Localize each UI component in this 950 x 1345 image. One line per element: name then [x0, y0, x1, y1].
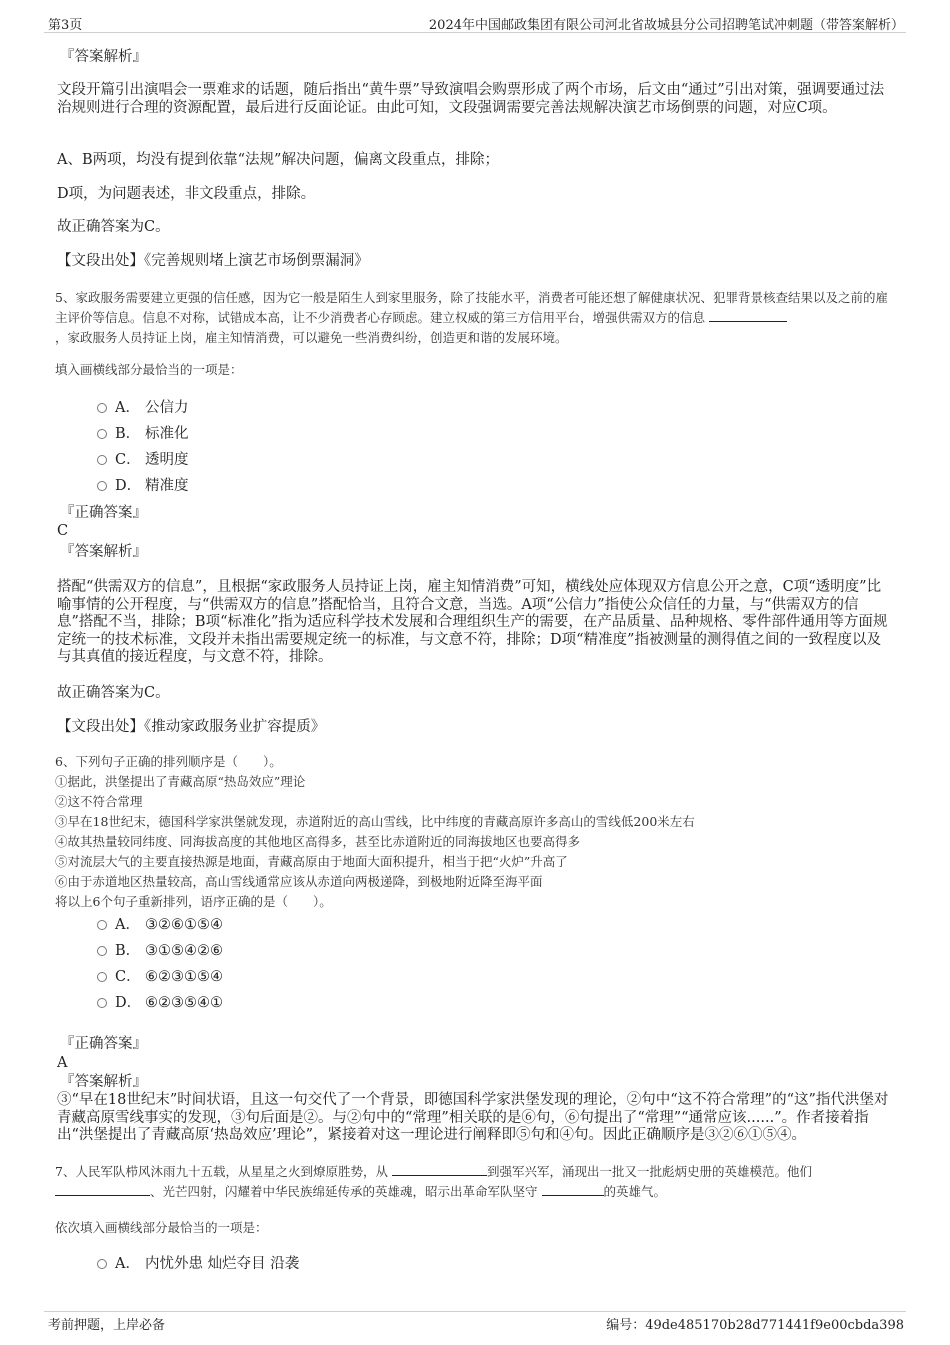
radio-icon[interactable]	[97, 1259, 107, 1269]
q5-analysis-label: 『答案解析』	[60, 544, 147, 560]
q5-correct-label: 『正确答案』	[60, 505, 147, 521]
q7-blank-3	[542, 1183, 604, 1196]
radio-icon[interactable]	[97, 455, 107, 465]
q5-stem-part1: 5、家政服务需要建立更强的信任感，因为它一般是陌生人到家里服务，除了技能水平，消费者可能还想了解健康状况、犯罪背景核查结果以及之前的雇主评价等信息。信息不对称，试错成本高，让不少消费者心存顾虑。建立权威的第三方信用平台，增强供需双方的信息	[55, 290, 888, 325]
q7-prompt: 依次填入画横线部分最恰当的一项是：	[55, 1220, 268, 1235]
radio-icon[interactable]	[97, 998, 107, 1008]
q6-sentence: ①据此，洪堡提出了青藏高原“热岛效应”理论	[55, 774, 306, 789]
q5-blank	[709, 309, 787, 322]
q5-prompt: 填入画横线部分最恰当的一项是：	[55, 362, 243, 377]
q5-option-a[interactable]: A． 公信力	[97, 399, 189, 417]
q6-sentence: ②这不符合常理	[55, 794, 143, 809]
q5-conclusion: 故正确答案为C。	[57, 685, 170, 701]
radio-icon[interactable]	[97, 429, 107, 439]
q6-sentence: ⑤对流层大气的主要直接热源是地面，青藏高原由于地面大面积提升，相当于把“火炉”升高了	[55, 854, 568, 869]
q6-analysis-label: 『答案解析』	[60, 1074, 147, 1090]
q5-option-c[interactable]: C． 透明度	[97, 451, 189, 469]
q6-instruction: 将以上6个句子重新排列，语序正确的是（ ）。	[55, 894, 332, 909]
q6-option-c[interactable]: C． ⑥②③①⑤④	[97, 968, 223, 986]
q5-correct-answer: C	[57, 523, 69, 539]
header-divider	[44, 32, 906, 33]
q5-option-b[interactable]: B． 标准化	[97, 425, 189, 443]
page-number: 第3页	[48, 18, 83, 33]
q4-analysis-para1: 文段开篇引出演唱会一票难求的话题，随后指出“黄牛票”导致演唱会购票形成了两个市场，后文由“通过”引出对策，强调要通过法治规则进行合理的资源配置，最后进行反面论证。由此可知，文段强调需要完善法规解决演艺市场倒票的问题，对应C项。	[57, 82, 885, 116]
q6-block	[55, 752, 895, 912]
q5-source: 【文段出处】《推动家政服务业扩容提质》	[57, 719, 326, 735]
q6-option-d[interactable]: D． ⑥②③⑤④①	[97, 994, 223, 1012]
document-id: 编号：49de485170b28d771441f9e00cbda398	[606, 1318, 904, 1333]
radio-icon[interactable]	[97, 920, 107, 930]
q6-correct-label: 『正确答案』	[60, 1036, 147, 1052]
q7-blank-1	[392, 1163, 487, 1176]
q5-option-d[interactable]: D． 精准度	[97, 477, 189, 495]
q6-sentence: ④故其热量较同纬度、同海拔高度的其他地区高得多，甚至比赤道附近的同海拔地区也要高得多	[55, 834, 581, 849]
q6-analysis: ③“早在18世纪末”时间状语，且这一句交代了一个背景，即德国科学家洪堡发现的理论，②句中“这不符合常理”的“这”指代洪堡对青藏高原雪线事实的发现，③句后面是②。与②句中的“常理”相关联的是⑥句，⑥句提出了“常理”“通常应该......”。作者接着指出“洪堡提出了青藏高原‘热岛效应’理论”，紧接着对这一理论进行阐释即⑤句和④句。因此正确顺序是③②⑥①⑤④。	[57, 1092, 889, 1143]
q6-option-b[interactable]: B． ③①⑤④②⑥	[97, 942, 223, 960]
radio-icon[interactable]	[97, 403, 107, 413]
q4-analysis-label: 『答案解析』	[60, 49, 147, 65]
q4-analysis-para2: A、B两项，均没有提到依靠“法规”解决问题，偏离文段重点，排除；	[57, 152, 499, 168]
q4-analysis-para3: D项，为问题表述，非文段重点，排除。	[57, 186, 316, 202]
q7-stem: 7、人民军队栉风沐雨九十五载，从星星之火到燎原胜势，从 到强军兴军，涌现出一批又一批彪炳史册的英雄模范。他们 、光芒四射，闪耀着中华民族绵延传承的英雄魂，昭示出革命军队坚守 的英雄气。	[55, 1164, 812, 1199]
q5-stem-part2: ，家政服务人员持证上岗，雇主知情消费，可以避免一些消费纠纷，创造更和谐的发展环境。	[55, 330, 568, 345]
footer-divider	[44, 1311, 906, 1312]
q6-option-a[interactable]: A． ③②⑥①⑤④	[97, 916, 223, 934]
radio-icon[interactable]	[97, 481, 107, 491]
q6-sentence: ⑥由于赤道地区热量较高，高山雪线通常应该从赤道向两极递降，到极地附近降至海平面	[55, 874, 543, 889]
q5-analysis: 搭配“供需双方的信息”，且根据“家政服务人员持证上岗，雇主知情消费”可知，横线处应体现双方信息公开之意，C项“透明度”比喻事情的公开程度，与“供需双方的信息”搭配恰当，且符合文意，当选。A项“公信力”指使公众信任的力量，与“供需双方的信息”搭配不当，排除；B项“标准化”指为适应科学技术发展和合理组织生产的需要，在产品质量、品种规格、零件部件通用等方面规定统一的技术标准，文段并未指出需要规定统一的标准，与文意不符，排除；D项“精准度”指被测量的测得值之间的一致程度以及与其真值的接近程度，与文意不符，排除。	[57, 579, 888, 665]
q4-conclusion: 故正确答案为C。	[57, 219, 170, 235]
q6-correct-answer: A	[57, 1055, 68, 1071]
q7-blank-2	[55, 1183, 150, 1196]
q6-sentence: ③早在18世纪末，德国科学家洪堡就发现，赤道附近的高山雪线，比中纬度的青藏高原许多高山的雪线低200米左右	[55, 814, 695, 829]
radio-icon[interactable]	[97, 946, 107, 956]
document-title: 2024年中国邮政集团有限公司河北省故城县分公司招聘笔试冲刺题（带答案解析）	[428, 18, 904, 33]
radio-icon[interactable]	[97, 972, 107, 982]
footer-slogan: 考前押题，上岸必备	[48, 1318, 166, 1333]
q7-option-a[interactable]: A． 内忧外患 灿烂夺目 沿袭	[97, 1255, 299, 1273]
q6-stem: 6、下列句子正确的排列顺序是（ ）。	[55, 754, 282, 769]
q4-source: 【文段出处】《完善规则堵上演艺市场倒票漏洞》	[57, 253, 369, 269]
q5-stem	[55, 288, 895, 348]
